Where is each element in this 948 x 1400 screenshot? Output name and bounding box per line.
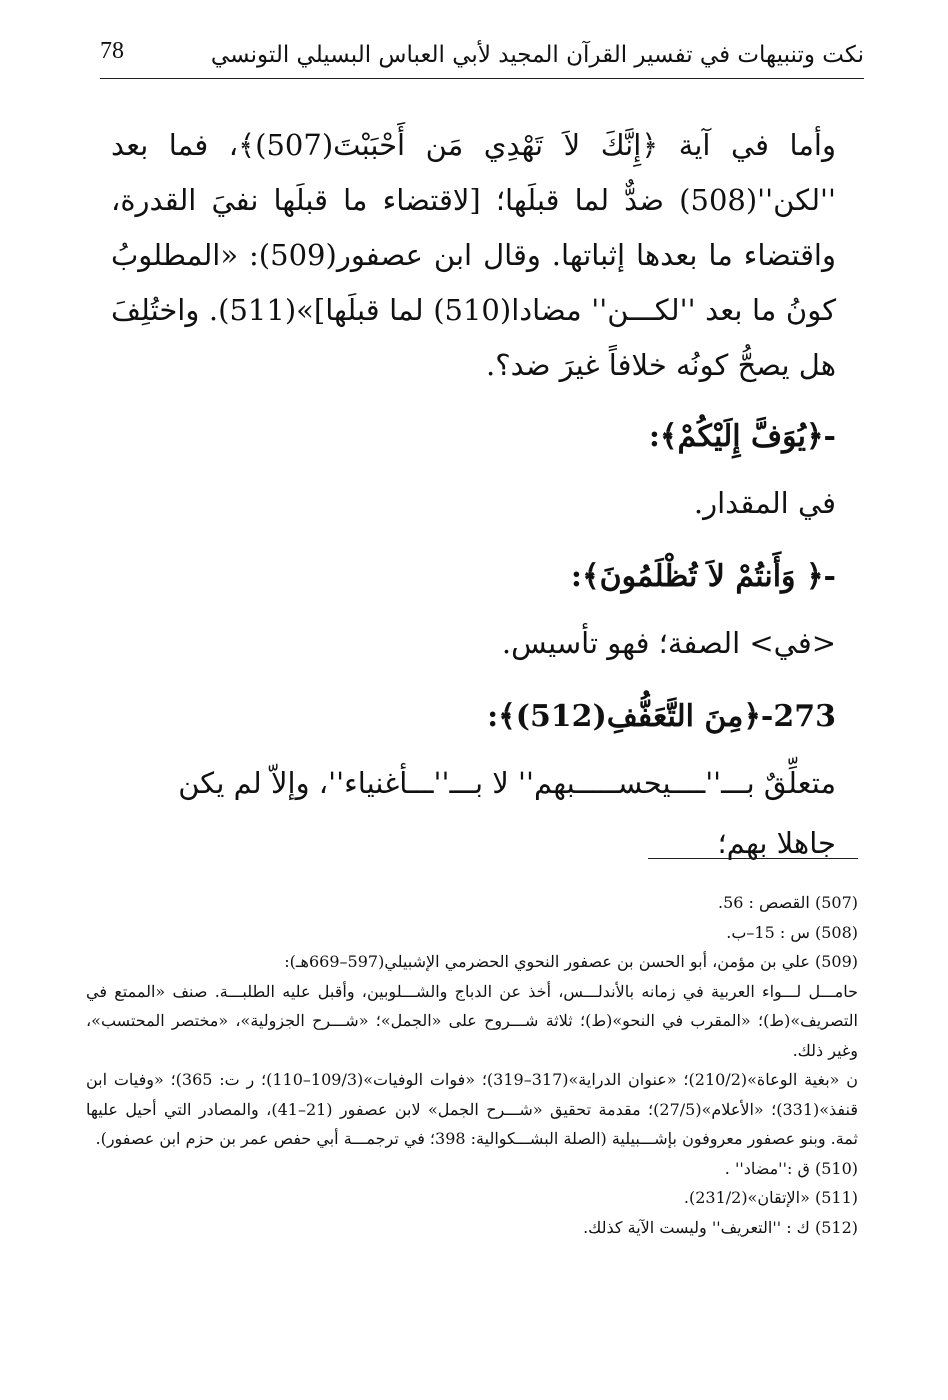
footnote-separator	[648, 858, 858, 859]
verse-subheading: -﴿ وَأَنتُمْ لاَ تُظْلَمُونَ﴾:	[570, 559, 836, 594]
paragraph: وأما في آية ﴿إِنَّكَ لاَ تَهْدِي مَن أَحْبَبْتَ(507)﴾، فما بعد ''لكن''(508) ضدٌّ لما قبلَها؛ [لاقتضاء ما قبلَها نفيَ القدرة، واقتضاء ما بعدها إثباتها. وقال ابن عصفور(509): «المطلوبُ كونُ ما بعد ''لكـــن'' مضادا(510) لما قبلَها]»(511). واختُلِفَ هل يصحُّ كونُه خلافاً غيرَ ضد؟.	[111, 128, 836, 382]
verse-subheading: -﴿يُوَفَّ إِلَيْكُمْ﴾:	[648, 419, 836, 454]
footnote: (509) علي بن مؤمن، أبو الحسن بن عصفور النحوي الحضرمي الإشبيلي(597–669هـ):	[284, 952, 858, 971]
commentary-text: <في> الصفة؛ فهو تأسيس.	[501, 626, 836, 660]
page-number: 78	[100, 38, 124, 64]
footnote: (511) «الإتقان»(231/2).	[683, 1188, 858, 1207]
verse-subheading: 273-﴿مِنَ التَّعَفُّفِ(512)﴾:	[487, 699, 836, 734]
main-text	[111, 118, 836, 879]
running-title: نكت وتنبيهات في تفسير القرآن المجيد لأبي العباس البسيلي التونسي	[210, 42, 864, 68]
page-header	[100, 38, 864, 79]
footnotes	[86, 888, 858, 1242]
footnote-continuation: حامـــل لـــواء العربية في زمانه بالأندلـــس، أخذ عن الدباج والشـــلوبين، وأقبل عليه الطلبـــة. صنف «الممتع في التصريف»(ط)؛ «المقرب في النحو»(ط)؛ ثلاثة شـــروح على «الجمل»؛ «شـــرح الجزولية»، «مختصر المحتسب»، وغير ذلك.	[86, 981, 859, 1060]
footnote: (510) ق :''مضاد'' .	[724, 1158, 858, 1178]
footnote: (512) ك : ''التعريف'' وليست الآية كذلك.	[583, 1217, 858, 1237]
footnote-continuation: ن «بغية الوعاة»(210/2)؛ «عنوان الدراية»(317–319)؛ «فوات الوفيات»(109/3–110)؛ ر ت: 365)؛ «وفيات ابن قنفذ»(331)؛ «الأعلام»(27/5)؛ مقدمة تحقيق «شـــرح الجمل» لابن عصفور (21–41)، والمصادر التي أحيل عليها ثمة. وبنو عصفور معروفون بإشـــبيلية (الصلة البشـــكوالية: 398؛ في ترجمـــة أبي حفص عمر بن حزم ابن عصفور).	[86, 1070, 858, 1148]
commentary-text: في المقدار.	[693, 486, 836, 520]
footnote: (508) س : 15–ب.	[726, 922, 858, 942]
footnote: (507) القصص : 56.	[717, 893, 858, 912]
commentary-text: متعلِّقٌ بـــ''ــــيحســـــبهم'' لا بـــ''ـــأغنياء''، وإلاّ لم يكن جاهلا بهم؛	[178, 766, 836, 860]
